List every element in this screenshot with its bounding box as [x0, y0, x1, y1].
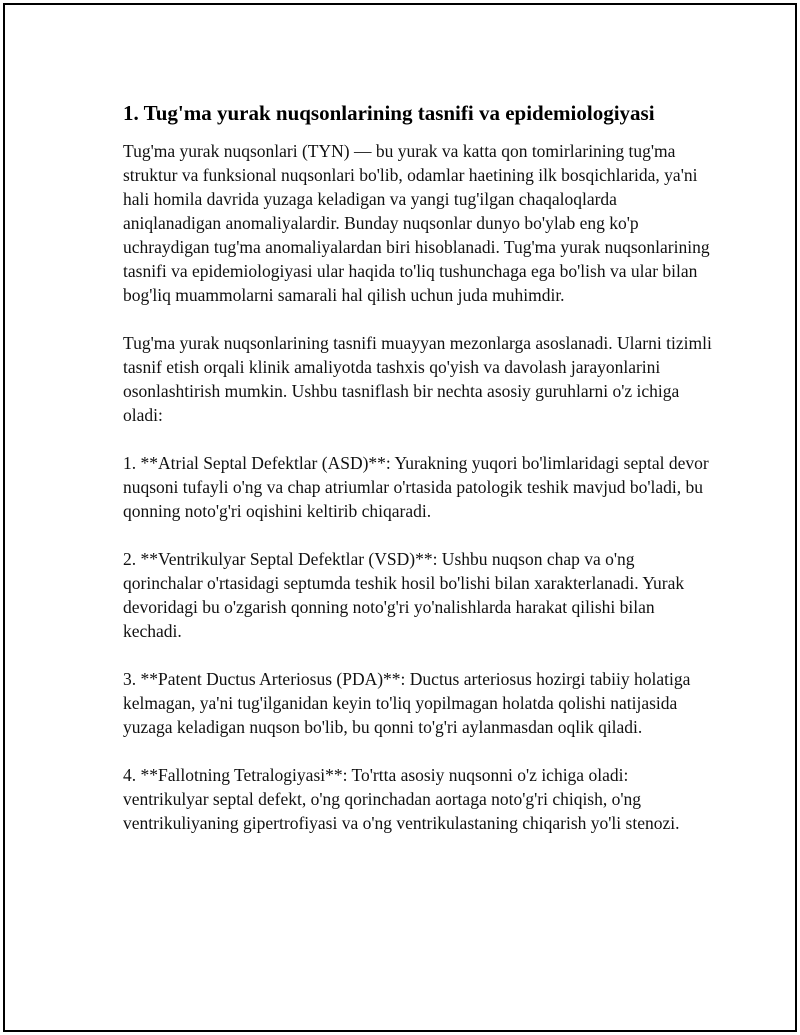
- list-item-tetralogy: 4. **Fallotning Tetralogiyasi**: To'rtta asosiy nuqsonni o'z ichiga oladi: ventrikulyar septal defekt, o'ng qorinchadan aortaga noto'g'ri chiqish, o'ng ventrikuliyaning gipertrofiyasi va o'ng ventrikulastaning chiqarish yo'li stenozi.: [123, 765, 680, 833]
- list-item-asd: 1. **Atrial Septal Defektlar (ASD)**: Yurakning yuqori bo'limlaridagi septal devor nuqsoni tufayli o'ng va chap atriumlar o'rtasida patologik teshik mavjud bo'ladi, bu qonning noto'g'ri oqishini keltirib chiqaradi.: [123, 453, 709, 521]
- page-frame: [3, 3, 797, 1032]
- paragraph-intro: Tug'ma yurak nuqsonlari (TYN) — bu yurak va katta qon tomirlarining tug'ma struktur va funksional nuqsonlari bo'lib, odamlar haetining ilk bosqichlarida, ya'ni hali homila davrida yuzaga keladigan va yangi tug'ilgan chaqaloqlarda aniqlanadigan anomaliyalardir. Bunday nuqsonlar dunyo bo'ylab eng ko'p uchraydigan tug'ma anomaliyalardan biri hisoblanadi. Tug'ma yurak nuqsonlarining tasnifi va epidemiologiyasi ular haqida to'liq tushunchaga ega bo'lish va ular bilan bog'liq muammolarni samarali hal qilish uchun juda muhimdir.: [123, 141, 710, 305]
- section-title: 1. Tug'ma yurak nuqsonlarining tasnifi va epidemiologiyasi: [123, 101, 655, 125]
- list-item-vsd: 2. **Ventrikulyar Septal Defektlar (VSD)**: Ushbu nuqson chap va o'ng qorinchalar o'rtasidagi septumda teshik hosil bo'lishi bilan xarakterlanadi. Yurak devoridagi bu o'zgarish qonning noto'g'ri yo'nalishlarda harakat qilishi bilan kechadi.: [123, 549, 685, 641]
- document-body: [123, 99, 713, 859]
- list-item-pda: 3. **Patent Ductus Arteriosus (PDA)**: Ductus arteriosus hozirgi tabiiy holatiga kelmagan, ya'ni tug'ilganidan keyin to'liq yopilmagan holatda qolishi natijasida yuzaga keladigan nuqson bo'lib, bu qonni to'g'ri aylanmasdan oqlik qiladi.: [123, 669, 691, 737]
- paragraph-classification: Tug'ma yurak nuqsonlarining tasnifi muayyan mezonlarga asoslanadi. Ularni tizimli tasnif etish orqali klinik amaliyotda tashxis qo'yish va davolash jarayonlarini osonlashtirish mumkin. Ushbu tasniflash bir nechta asosiy guruhlarni o'z ichiga oladi:: [123, 333, 712, 425]
